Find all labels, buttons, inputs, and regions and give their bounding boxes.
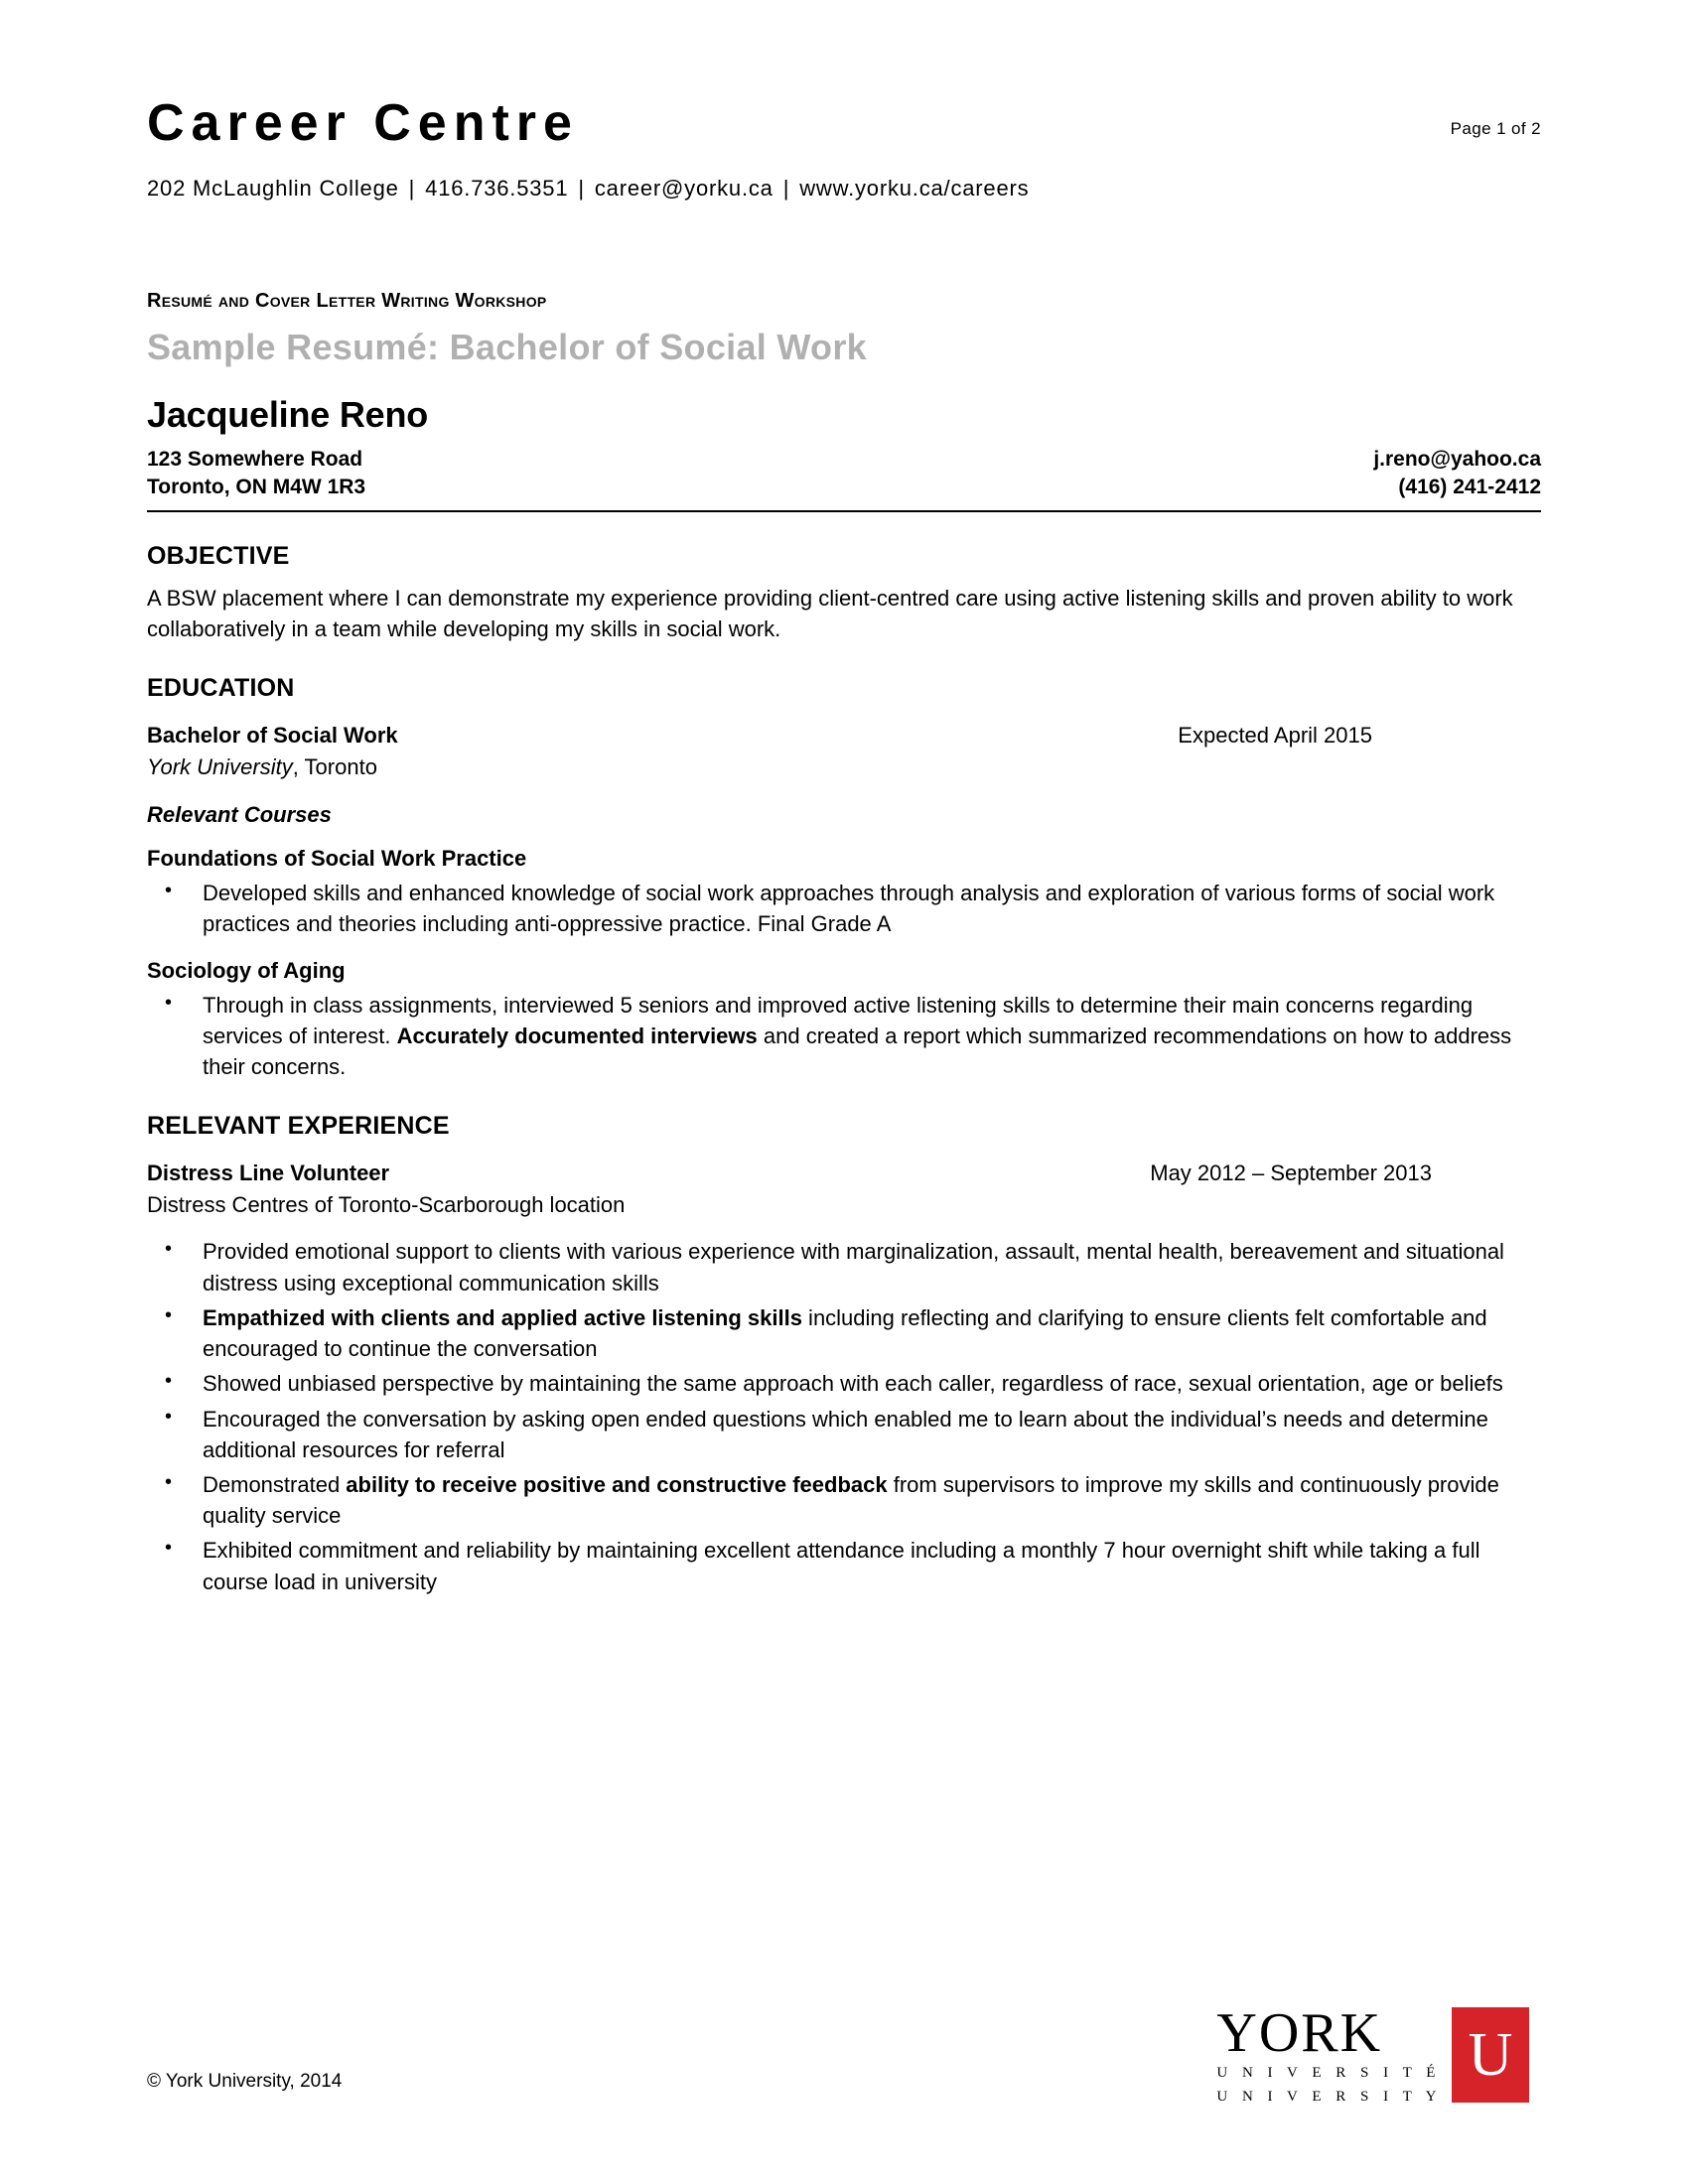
masthead-email[interactable]: career@yorku.ca — [594, 176, 774, 202]
experience-heading: RELEVANT EXPERIENCE — [147, 1112, 450, 1141]
list-item: • Exhibited commitment and reliability by maintaining excellent attendance including a monthly 7 hour overnight shift while taking a full course load in university — [147, 1535, 1541, 1596]
course-name: Sociology of Aging — [147, 957, 346, 983]
list-item: • Developed skills and enhanced knowledge of social work approaches through analysis and exploration of various forms of social work practices and theories including anti-oppressive practice. Final Grade A — [147, 878, 1541, 939]
copyright-text: © York University, 2014 — [147, 2071, 343, 2092]
education-degree: Bachelor of Social Work — [147, 723, 398, 749]
experience-job-title: Distress Line Volunteer — [147, 1160, 390, 1186]
course-name: Foundations of Social Work Practice — [147, 846, 527, 872]
masthead-phone: 416.736.5351 — [425, 176, 569, 202]
education-date: Expected April 2015 — [1178, 723, 1372, 749]
experience-entry — [147, 1160, 1541, 1218]
masthead-address: 202 McLaughlin College — [147, 176, 399, 202]
list-item: • Showed unbiased perspective by maintaining the same approach with each caller, regardless of race, sexual orientation, age or beliefs — [147, 1368, 1541, 1399]
contact-separator-2: | — [578, 176, 585, 202]
course-bullets — [147, 990, 1541, 1083]
page-number: Page 1 of 2 — [1450, 119, 1541, 138]
course-list — [147, 846, 1541, 1082]
contact-separator-1: | — [408, 176, 416, 202]
york-logo-text — [1216, 2001, 1452, 2107]
masthead-contact — [147, 176, 1541, 202]
candidate-contact-block — [147, 446, 1541, 512]
experience-date: May 2012 – September 2013 — [1150, 1160, 1432, 1186]
york-university-logo — [1216, 2001, 1529, 2107]
objective-text: A BSW placement where I can demonstrate my experience providing client-centred care using active listening skills and proven ability to work collaboratively in a team while developing my skills in social work. — [147, 585, 1513, 641]
education-school-name: York University — [147, 754, 293, 780]
education-heading: EDUCATION — [147, 674, 295, 703]
objective-heading: OBJECTIVE — [147, 541, 290, 570]
experience-employer: Distress Centres of Toronto-Scarborough location — [147, 1192, 626, 1218]
list-item: • Through in class assignments, interviewed 5 seniors and improved active listening skills to determine their main concerns regarding services of interest. Accurately documented interviews and created a report which summarized recommendations on how to address their concerns. — [147, 990, 1541, 1083]
york-sub-french: U N I V E R S I T É — [1216, 2065, 1441, 2081]
list-item: • Provided emotional support to clients with various experience with marginalization, assault, mental health, bereavement and situational distress using exceptional communication skills — [147, 1236, 1541, 1297]
sample-resume-title: Sample Resumé: Bachelor of Social Work — [147, 327, 867, 367]
candidate-email: j.reno@yahoo.ca — [1373, 448, 1541, 471]
relevant-courses-label: Relevant Courses — [147, 802, 332, 828]
course-bullets — [147, 878, 1541, 939]
education-entry — [147, 723, 1541, 780]
career-centre-title: Career Centre — [147, 94, 579, 152]
education-school-location: , Toronto — [292, 754, 377, 780]
list-item: • Empathized with clients and applied active listening skills including reflecting and clarifying to ensure clients felt comfortable and encouraged to continue the conversation — [147, 1302, 1541, 1364]
workshop-line: Resumé and Cover Letter Writing Workshop — [147, 290, 547, 312]
masthead-website[interactable]: www.yorku.ca/careers — [799, 176, 1030, 202]
list-item: • Demonstrated ability to receive positive and constructive feedback from supervisors to improve my skills and continuously provide quality service — [147, 1469, 1541, 1531]
document-content — [147, 95, 1541, 1597]
candidate-address-line2: Toronto, ON M4W 1R3 — [147, 476, 366, 499]
candidate-contact — [1373, 446, 1541, 502]
candidate-phone: (416) 241-2412 — [1398, 476, 1541, 499]
candidate-address-line1: 123 Somewhere Road — [147, 448, 363, 471]
education-school — [147, 754, 1541, 780]
course-item — [147, 846, 1541, 939]
masthead — [147, 95, 1541, 244]
york-u-badge: U — [1452, 2007, 1529, 2103]
york-sub-english: U N I V E R S I T Y — [1216, 2088, 1442, 2105]
contact-separator-3: | — [782, 176, 790, 202]
experience-bullets — [147, 1236, 1541, 1597]
list-item: • Encouraged the conversation by asking open ended questions which enabled me to learn about the individual’s needs and determine additional resources for referral — [147, 1404, 1541, 1465]
york-wordmark: YORK — [1216, 2001, 1383, 2064]
candidate-name: Jacqueline Reno — [147, 394, 429, 435]
course-item — [147, 958, 1541, 1083]
candidate-address — [147, 446, 365, 502]
